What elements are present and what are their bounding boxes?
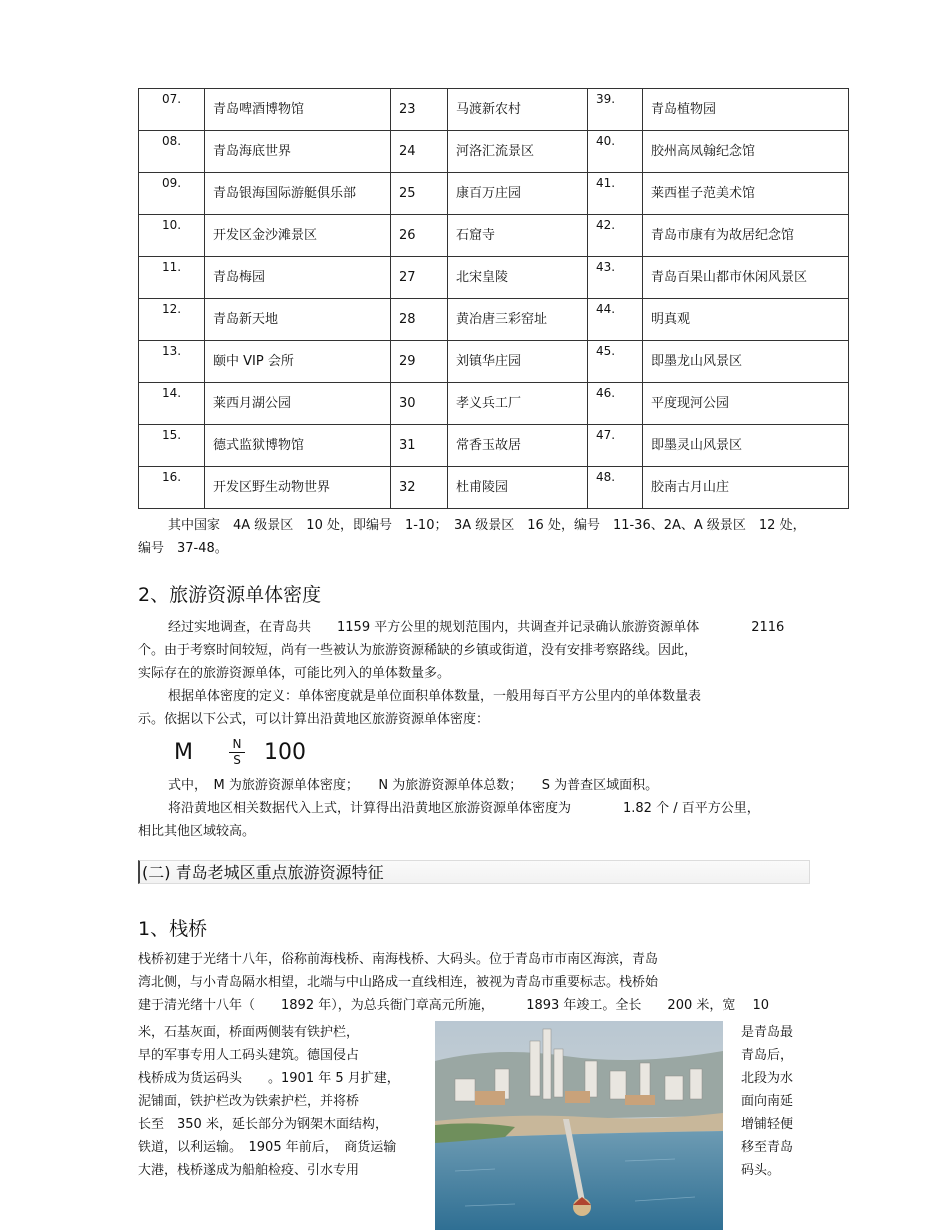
summary-paragraph <box>138 514 810 560</box>
row-number-cell: 46. <box>588 383 643 425</box>
zhanqiao-intro <box>138 948 810 1017</box>
table-row <box>139 425 849 467</box>
table-row <box>139 299 849 341</box>
row-number-cell: 29 <box>391 341 448 383</box>
spot-name-cell: 莱西崔子范美术馆 <box>643 173 849 215</box>
summary-line: 其中国家 4A 级景区 10 处，即编号 1-10； 3A 级景区 16 处，编号 11-36、2A、A 级景区 12 处， <box>168 518 806 533</box>
spot-name-cell: 孝义兵工厂 <box>448 383 588 425</box>
text-line: 湾北侧，与小青岛隔水相望，北端与中山路成一直线相连，被视为青岛市重要标志。栈桥始 <box>138 975 659 990</box>
density-paragraph-2 <box>138 685 810 731</box>
spot-name-cell: 青岛银海国际游艇俱乐部 <box>205 173 391 215</box>
formula-lhs: M <box>174 740 193 765</box>
row-number-cell: 11. <box>139 257 205 299</box>
zhanqiao-aerial-image <box>435 1021 723 1230</box>
row-number-cell: 40. <box>588 131 643 173</box>
row-number-cell: 27 <box>391 257 448 299</box>
spot-name-cell: 青岛新天地 <box>205 299 391 341</box>
text-line: 栈桥成为货运码头 。1901 年 5 月扩建， <box>138 1071 400 1086</box>
table-row <box>139 341 849 383</box>
spot-name-cell: 胶州高凤翰纪念馆 <box>643 131 849 173</box>
text-line: 增铺轻便 <box>741 1117 794 1132</box>
spot-name-cell: 明真观 <box>643 299 849 341</box>
text-line: 建于清光绪十八年（ 1892 年），为总兵衙门章高元所施， 1893 年竣工。全长 200 米，宽 10 <box>138 998 770 1013</box>
row-number-cell: 14. <box>139 383 205 425</box>
row-number-cell: 42. <box>588 215 643 257</box>
row-number-cell: 13. <box>139 341 205 383</box>
spot-name-cell: 德式监狱博物馆 <box>205 425 391 467</box>
row-number-cell: 43. <box>588 257 643 299</box>
spot-name-cell: 河洛汇流景区 <box>448 131 588 173</box>
spot-name-cell: 胶南古月山庄 <box>643 467 849 509</box>
formula-fraction <box>229 738 245 767</box>
row-number-cell: 26 <box>391 215 448 257</box>
row-number-cell: 45. <box>588 341 643 383</box>
spot-name-cell: 北宋皇陵 <box>448 257 588 299</box>
text-line: 式中， M 为旅游资源单体密度； N 为旅游资源单体总数； S 为普查区域面积。 <box>168 778 659 793</box>
row-number-cell: 28 <box>391 299 448 341</box>
text-line: 青岛后， <box>741 1048 794 1063</box>
row-number-cell: 47. <box>588 425 643 467</box>
spot-name-cell: 平度现河公园 <box>643 383 849 425</box>
spot-name-cell: 康百万庄园 <box>448 173 588 215</box>
formula-numerator: N <box>232 737 242 751</box>
row-number-cell: 30 <box>391 383 448 425</box>
table-row <box>139 89 849 131</box>
spot-name-cell: 青岛市康有为故居纪念馆 <box>643 215 849 257</box>
formula-legend <box>138 774 810 797</box>
spot-name-cell: 常香玉故居 <box>448 425 588 467</box>
formula-factor: 100 <box>264 740 306 765</box>
row-number-cell: 25 <box>391 173 448 215</box>
table-row <box>139 383 849 425</box>
text-line: 大港，栈桥遂成为船舶检疫、引水专用 <box>138 1163 360 1178</box>
text-line: 移至青岛 <box>741 1140 794 1155</box>
section-heading-density: 2、旅游资源单体密度 <box>138 584 322 606</box>
density-result-paragraph <box>138 797 810 843</box>
spot-name-cell: 开发区野生动物世界 <box>205 467 391 509</box>
row-number-cell: 12. <box>139 299 205 341</box>
summary-line: 编号 37-48。 <box>138 541 228 556</box>
spot-name-cell: 即墨龙山风景区 <box>643 341 849 383</box>
text-line: 个。由于考察时间较短，尚有一些被认为旅游资源稀缺的乡镇或街道，没有安排考察路线。因此， <box>138 643 698 658</box>
subsection-heading-bar: (二) 青岛老城区重点旅游资源特征 <box>138 860 810 884</box>
row-number-cell: 39. <box>588 89 643 131</box>
table-row <box>139 131 849 173</box>
text-line: 米，石基灰面，桥面两侧装有铁护栏， <box>138 1025 360 1040</box>
density-paragraph-1 <box>138 616 810 685</box>
row-number-cell: 48. <box>588 467 643 509</box>
text-line: 相比其他区域较高。 <box>138 824 256 839</box>
text-line: 早的军事专用人工码头建筑。德国侵占 <box>138 1048 360 1063</box>
text-line: 面向南延 <box>741 1094 794 1109</box>
row-number-cell: 10. <box>139 215 205 257</box>
row-number-cell: 32 <box>391 467 448 509</box>
row-number-cell: 15. <box>139 425 205 467</box>
row-number-cell: 41. <box>588 173 643 215</box>
row-number-cell: 23 <box>391 89 448 131</box>
text-line: 长至 350 米，延长部分为钢架木面结构， <box>138 1117 388 1132</box>
spot-name-cell: 青岛植物园 <box>643 89 849 131</box>
scenic-spot-table <box>138 88 849 509</box>
spot-name-cell: 莱西月湖公园 <box>205 383 391 425</box>
spot-name-cell: 马渡新农村 <box>448 89 588 131</box>
spot-name-cell: 青岛海底世界 <box>205 131 391 173</box>
formula-denominator: S <box>233 753 241 767</box>
text-line: 铁道，以利运输。 1905 年前后， 商货运输 <box>138 1140 397 1155</box>
text-line: 经过实地调查，在青岛共 1159 平方公里的规划范围内，共调查并记录确认旅游资源单体 2116 <box>168 620 785 635</box>
spot-name-cell: 即墨灵山风景区 <box>643 425 849 467</box>
section-heading-zhanqiao: 1、栈桥 <box>138 918 208 940</box>
spot-name-cell: 颐中 VIP 会所 <box>205 341 391 383</box>
spot-name-cell: 青岛啤酒博物馆 <box>205 89 391 131</box>
text-line: 泥铺面，铁护栏改为铁索护栏，并将桥 <box>138 1094 360 1109</box>
spot-name-cell: 青岛梅园 <box>205 257 391 299</box>
table-row <box>139 173 849 215</box>
table-row <box>139 257 849 299</box>
row-number-cell: 16. <box>139 467 205 509</box>
spot-name-cell: 青岛百果山都市休闲风景区 <box>643 257 849 299</box>
table-row <box>139 215 849 257</box>
spot-name-cell: 杜甫陵园 <box>448 467 588 509</box>
row-number-cell: 09. <box>139 173 205 215</box>
row-number-cell: 44. <box>588 299 643 341</box>
row-number-cell: 31 <box>391 425 448 467</box>
text-line: 根据单体密度的定义：单体密度就是单位面积单体数量，一般用每百平方公里内的单体数量表 <box>168 689 702 704</box>
table-row <box>139 467 849 509</box>
text-line: 是青岛最 <box>741 1025 794 1040</box>
row-number-cell: 24 <box>391 131 448 173</box>
spot-name-cell: 黄冶唐三彩窑址 <box>448 299 588 341</box>
spot-name-cell: 刘镇华庄园 <box>448 341 588 383</box>
zhanqiao-photo <box>435 1021 723 1230</box>
text-line: 将沿黄地区相关数据代入上式，计算得出沿黄地区旅游资源单体密度为 1.82 个 / 百平方公里， <box>168 801 760 816</box>
row-number-cell: 07. <box>139 89 205 131</box>
text-line: 码头。 <box>741 1163 781 1178</box>
text-line: 示。依据以下公式，可以计算出沿黄地区旅游资源单体密度： <box>138 712 490 727</box>
spot-name-cell: 开发区金沙滩景区 <box>205 215 391 257</box>
text-line: 北段为水 <box>741 1071 794 1086</box>
text-line: 栈桥初建于光绪十八年，俗称前海栈桥、南海栈桥、大码头。位于青岛市市南区海滨，青岛 <box>138 952 659 967</box>
text-line: 实际存在的旅游资源单体，可能比列入的单体数量多。 <box>138 666 451 681</box>
row-number-cell: 08. <box>139 131 205 173</box>
spot-name-cell: 石窟寺 <box>448 215 588 257</box>
